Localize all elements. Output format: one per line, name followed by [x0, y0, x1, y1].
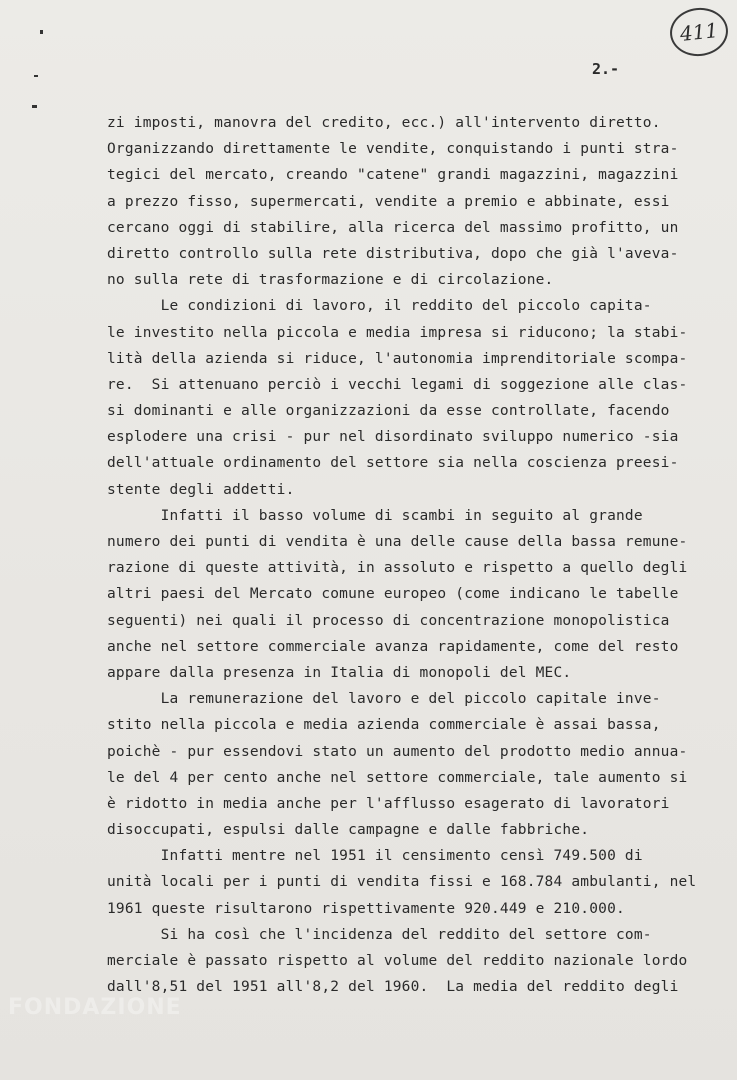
text-line: unità locali per i punti di vendita fissi e 168.784 ambulanti, nel: [107, 874, 697, 891]
text-line: Le condizioni di lavoro, il reddito del piccolo capita-: [107, 298, 652, 315]
text-line: Infatti mentre nel 1951 il censimento censì 749.500 di: [107, 848, 643, 865]
text-line: merciale è passato rispetto al volume del reddito nazionale lordo: [107, 953, 688, 969]
text-line: le investito nella piccola e media impresa si riducono; la stabi-: [107, 324, 688, 341]
text-line: no sulla rete di trasformazione e di circolazione.: [107, 272, 554, 289]
text-line: numero dei punti di vendita è una delle cause della bassa remune-: [107, 534, 688, 550]
text-line: seguenti) nei quali il processo di concentrazione monopolistica: [107, 612, 670, 629]
text-line: esplodere una crisi - pur nel disordinato sviluppo numerico -sia: [107, 429, 679, 446]
text-line: le del 4 per cento anche nel settore commerciale, tale aumento si: [107, 769, 688, 786]
text-line: Organizzando direttamente le vendite, conquistando i punti stra-: [107, 141, 679, 158]
archive-watermark: FONDAZIONE: [8, 995, 182, 1020]
text-line: zi imposti, manovra del credito, ecc.) all'intervento diretto.: [107, 115, 661, 131]
text-line: cercano oggi di stabilire, alla ricerca del massimo profitto, un: [107, 219, 679, 236]
text-line: re. Si attenuano perciò i vecchi legami di soggezione alle clas-: [107, 376, 688, 393]
archive-number-stamp: 411: [668, 5, 731, 59]
text-line: 1961 queste risultarono rispettivamente 920.449 e 210.000.: [107, 900, 625, 917]
text-line: Infatti il basso volume di scambi in seguito al grande: [107, 507, 643, 524]
text-line: stente degli addetti.: [107, 481, 295, 498]
text-line: disoccupati, espulsi dalle campagne e dalle fabbriche.: [107, 822, 590, 839]
margin-mark: [32, 105, 37, 108]
text-line: dell'attuale ordinamento del settore sia nella coscienza preesi-: [107, 455, 679, 472]
text-line: lità della azienda si riduce, l'autonomia imprenditoriale scompa-: [107, 350, 688, 367]
page-number: 2.-: [592, 60, 620, 78]
typewritten-body: [107, 110, 697, 1000]
text-line: La remunerazione del lavoro e del piccolo capitale inve-: [107, 691, 661, 708]
text-line: si dominanti e alle organizzazioni da esse controllate, facendo: [107, 403, 670, 420]
text-line: dall'8,51 del 1951 all'8,2 del 1960. La media del reddito degli: [107, 979, 679, 996]
text-line: razione di queste attività, in assoluto e rispetto a quello degli: [107, 560, 688, 577]
text-line: è ridotto in media anche per l'afflusso esagerato di lavoratori: [107, 795, 670, 812]
text-line: stito nella piccola e media azienda commerciale è assai bassa,: [107, 717, 661, 734]
margin-mark: [34, 75, 38, 77]
text-line: diretto controllo sulla rete distributiva, dopo che già l'aveva-: [107, 245, 679, 262]
text-line: altri paesi del Mercato comune europeo (come indicano le tabelle: [107, 586, 679, 603]
text-line: poichè - pur essendovi stato un aumento del prodotto medio annua-: [107, 743, 688, 760]
text-line: appare dalla presenza in Italia di monopoli del MEC.: [107, 664, 572, 681]
text-line: a prezzo fisso, supermercati, vendite a premio e abbinate, essi: [107, 193, 670, 210]
text-line: anche nel settore commerciale avanza rapidamente, come del resto: [107, 638, 679, 655]
text-line: tegici del mercato, creando "catene" grandi magazzini, magazzini: [107, 167, 679, 184]
text-line: Si ha così che l'incidenza del reddito del settore com-: [107, 926, 652, 943]
margin-mark: [40, 30, 43, 34]
